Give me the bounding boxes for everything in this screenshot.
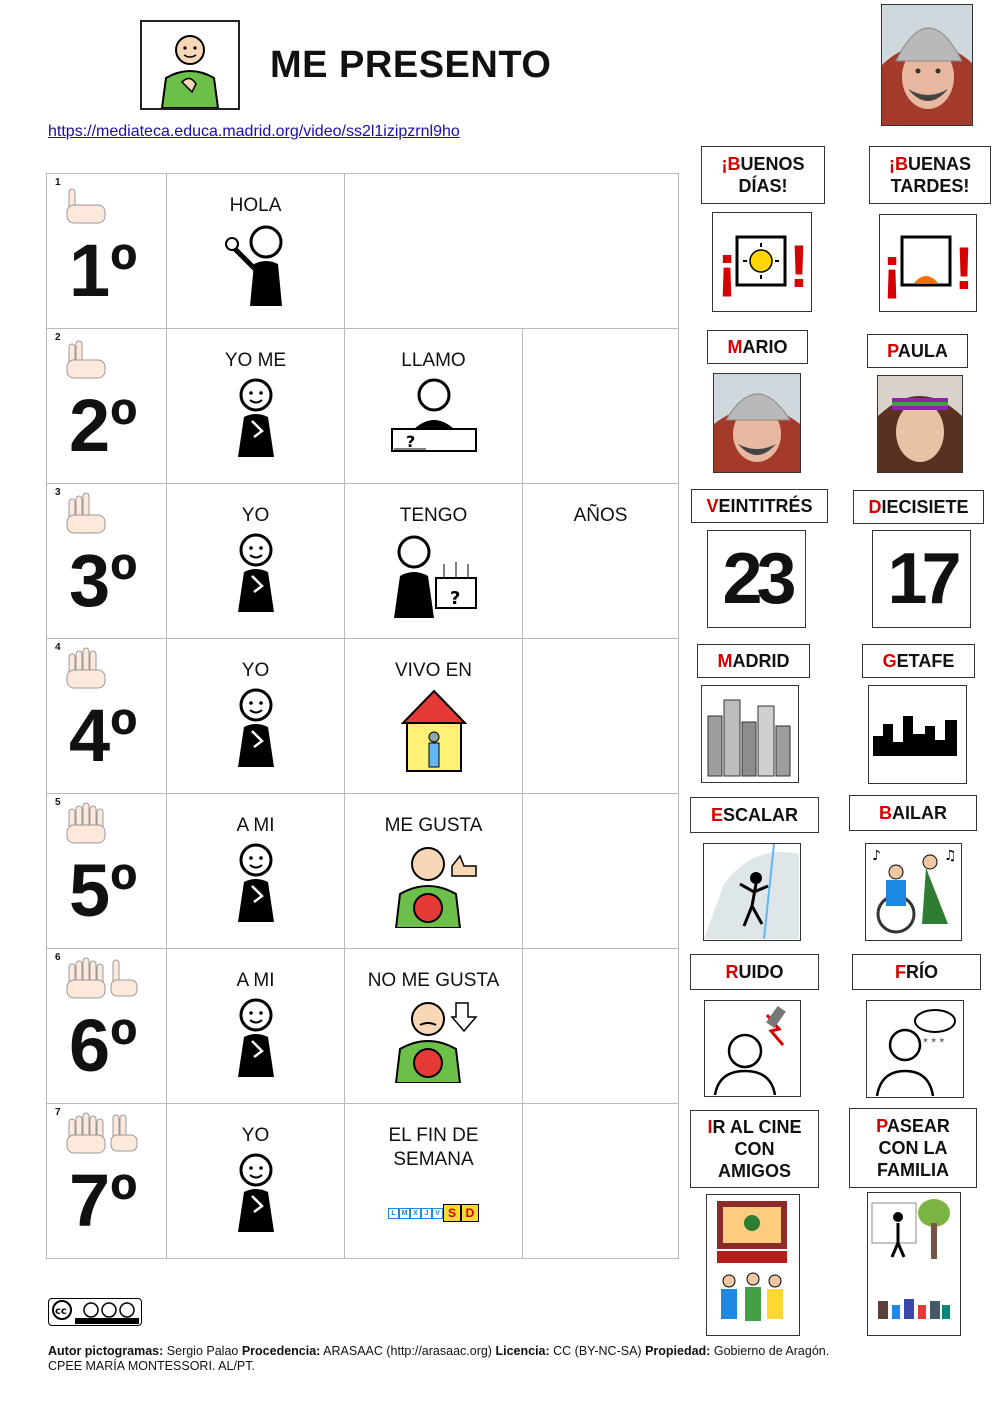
phrase-label: LLAMO (401, 350, 466, 371)
weekend-strip (345, 1204, 522, 1222)
weekday-cell: M (399, 1208, 410, 1219)
phrase-cell-2 (345, 639, 523, 794)
grid-row (47, 484, 679, 639)
answer-drop-cell[interactable] (523, 794, 679, 949)
mario-photo-top (881, 4, 973, 126)
phrase-pictogram (345, 997, 522, 1083)
row-number: 6 (55, 952, 61, 963)
row-number: 7 (55, 1107, 61, 1118)
ordinal-cell (47, 174, 167, 329)
phrase-label: ME GUSTA (384, 815, 483, 836)
ordinal-label: 1º (69, 229, 138, 312)
phrase-cell-1 (167, 639, 345, 794)
grid-row (47, 1104, 679, 1259)
phrase-label: YO (241, 1125, 270, 1146)
svg-text:?: ? (405, 432, 415, 451)
answer-drop-cell[interactable] (523, 949, 679, 1104)
phrase-cell-1 (167, 1104, 345, 1259)
answer-drop-cell[interactable] (523, 329, 679, 484)
grid-row (47, 949, 679, 1104)
footer-credits: Autor pictogramas: Sergio Palao Procedencia: ARASAAC (http://arasaac.org) Licencia: CC (BY-NC-SA) Propiedad: Gobierno de Aragón. CPEE MARÍA MONTESSORI. AL/PT. (48, 1344, 830, 1373)
ordinal-label: 3º (69, 539, 138, 622)
dancing-card[interactable] (865, 843, 962, 941)
row-number: 3 (55, 487, 61, 498)
phrase-pictogram (345, 377, 522, 457)
ordinal-label: 2º (69, 384, 138, 467)
phrase-label: A MI (236, 815, 275, 836)
phrase-cell-2 (345, 949, 523, 1104)
phrase-cell-1 (167, 484, 345, 639)
svg-text:!: ! (789, 233, 809, 300)
option-diecisiete[interactable]: DIECISIETE (853, 490, 984, 524)
ordinal-cell (47, 949, 167, 1104)
option-paula[interactable]: PAULA (867, 334, 968, 368)
video-link[interactable]: https://mediateca.educa.madrid.org/video/ss2l1izipzrnl9ho (48, 123, 460, 140)
ordinal-cell (47, 1104, 167, 1259)
noise-card[interactable] (704, 1000, 801, 1097)
option-pasear[interactable]: PASEAR CON LA FAMILIA (849, 1108, 977, 1188)
weekday-cell: L (388, 1208, 399, 1219)
mario-photo[interactable] (713, 373, 801, 473)
answer-drop-cell[interactable] (523, 484, 679, 639)
number-17-card[interactable]: 17 (872, 530, 971, 628)
ordinal-label: 6º (69, 1004, 138, 1087)
option-getafe[interactable]: GETAFE (862, 644, 975, 678)
svg-text:¡: ¡ (882, 235, 902, 302)
phrase-cell-1 (167, 174, 345, 329)
phrase-cell-1 (167, 794, 345, 949)
phrase-cell-1 (167, 329, 345, 484)
grid-row (47, 174, 679, 329)
phrase-label: TENGO (399, 505, 468, 526)
ordinal-cell (47, 329, 167, 484)
city-madrid-card[interactable] (701, 685, 799, 783)
phrase-label: YO (241, 505, 270, 526)
phrase-cell-2 (345, 1104, 523, 1259)
presentation-grid (46, 173, 679, 1259)
row-number: 1 (55, 177, 61, 188)
svg-text:* * *: * * * (923, 1037, 945, 1048)
svg-text:?: ? (449, 588, 460, 609)
weekday-cell: V (432, 1208, 443, 1219)
option-escalar[interactable]: ESCALAR (690, 797, 819, 833)
ordinal-label: 5º (69, 849, 138, 932)
cinema-friends-card[interactable] (706, 1194, 800, 1336)
option-ruido[interactable]: RUIDO (690, 954, 819, 990)
ordinal-cell (47, 484, 167, 639)
option-veintitres[interactable]: VEINTITRÉS (691, 489, 828, 523)
option-buenas-tardes[interactable]: ¡BUENAS TARDES! (869, 146, 991, 204)
cold-card[interactable] (866, 1000, 964, 1098)
answer-drop-cell[interactable] (523, 639, 679, 794)
ordinal-cell (47, 639, 167, 794)
family-walk-card[interactable] (867, 1192, 961, 1336)
creative-commons-badge (48, 1298, 142, 1326)
phrase-cell-2 (345, 794, 523, 949)
svg-text:!: ! (954, 235, 974, 302)
weekday-cell: D (461, 1204, 479, 1222)
phrase-cell-2[interactable] (345, 174, 679, 329)
phrase-label: YO ME (224, 350, 287, 371)
phrase-label: HOLA (229, 195, 282, 216)
climbing-card[interactable] (703, 843, 801, 941)
weekday-cell: X (410, 1208, 421, 1219)
option-bailar[interactable]: BAILAR (849, 795, 977, 831)
option-madrid[interactable]: MADRID (697, 644, 810, 678)
phrase-label: EL FIN DE SEMANA (388, 1125, 479, 1170)
option-buenos-dias[interactable]: ¡BUENOS DÍAS! (701, 146, 825, 204)
sun-morning-card[interactable] (712, 212, 812, 312)
row-number: 4 (55, 642, 61, 653)
phrase-cell-2 (345, 329, 523, 484)
phrase-label: NO ME GUSTA (367, 970, 500, 991)
number-23-card[interactable]: 23 (707, 530, 806, 628)
answer-drop-cell[interactable] (523, 1104, 679, 1259)
presentation-pictogram (140, 20, 240, 110)
ordinal-label: 4º (69, 694, 138, 777)
grid-row (47, 639, 679, 794)
phrase-label: YO (241, 660, 270, 681)
ordinal-label: 7º (69, 1159, 138, 1242)
phrase-label: A MI (236, 970, 275, 991)
sunset-afternoon-card[interactable] (879, 214, 977, 312)
phrase-pictogram (345, 532, 522, 618)
page-title: ME PRESENTO (270, 44, 552, 86)
phrase-cell-2 (345, 484, 523, 639)
option-frio[interactable]: FRÍO (852, 954, 981, 990)
svg-text:cc: cc (55, 1306, 67, 1317)
row-number: 2 (55, 332, 61, 343)
grid-row (47, 794, 679, 949)
option-mario[interactable]: MARIO (707, 330, 808, 364)
paula-photo[interactable] (877, 375, 963, 473)
phrase-pictogram (345, 842, 522, 928)
option-cine[interactable]: IR AL CINE CON AMIGOS (690, 1110, 819, 1188)
ordinal-cell (47, 794, 167, 949)
answer-label: AÑOS (573, 505, 628, 526)
svg-text:¡: ¡ (717, 233, 737, 300)
grid-row (47, 329, 679, 484)
weekday-cell: S (443, 1204, 461, 1222)
phrase-label: VIVO EN (394, 660, 473, 681)
phrase-pictogram (345, 687, 522, 773)
svg-text:♫: ♫ (944, 848, 957, 864)
svg-text:♪: ♪ (872, 848, 881, 864)
weekday-cell: J (421, 1208, 432, 1219)
phrase-cell-1 (167, 949, 345, 1104)
city-getafe-card[interactable] (868, 685, 967, 784)
row-number: 5 (55, 797, 61, 808)
